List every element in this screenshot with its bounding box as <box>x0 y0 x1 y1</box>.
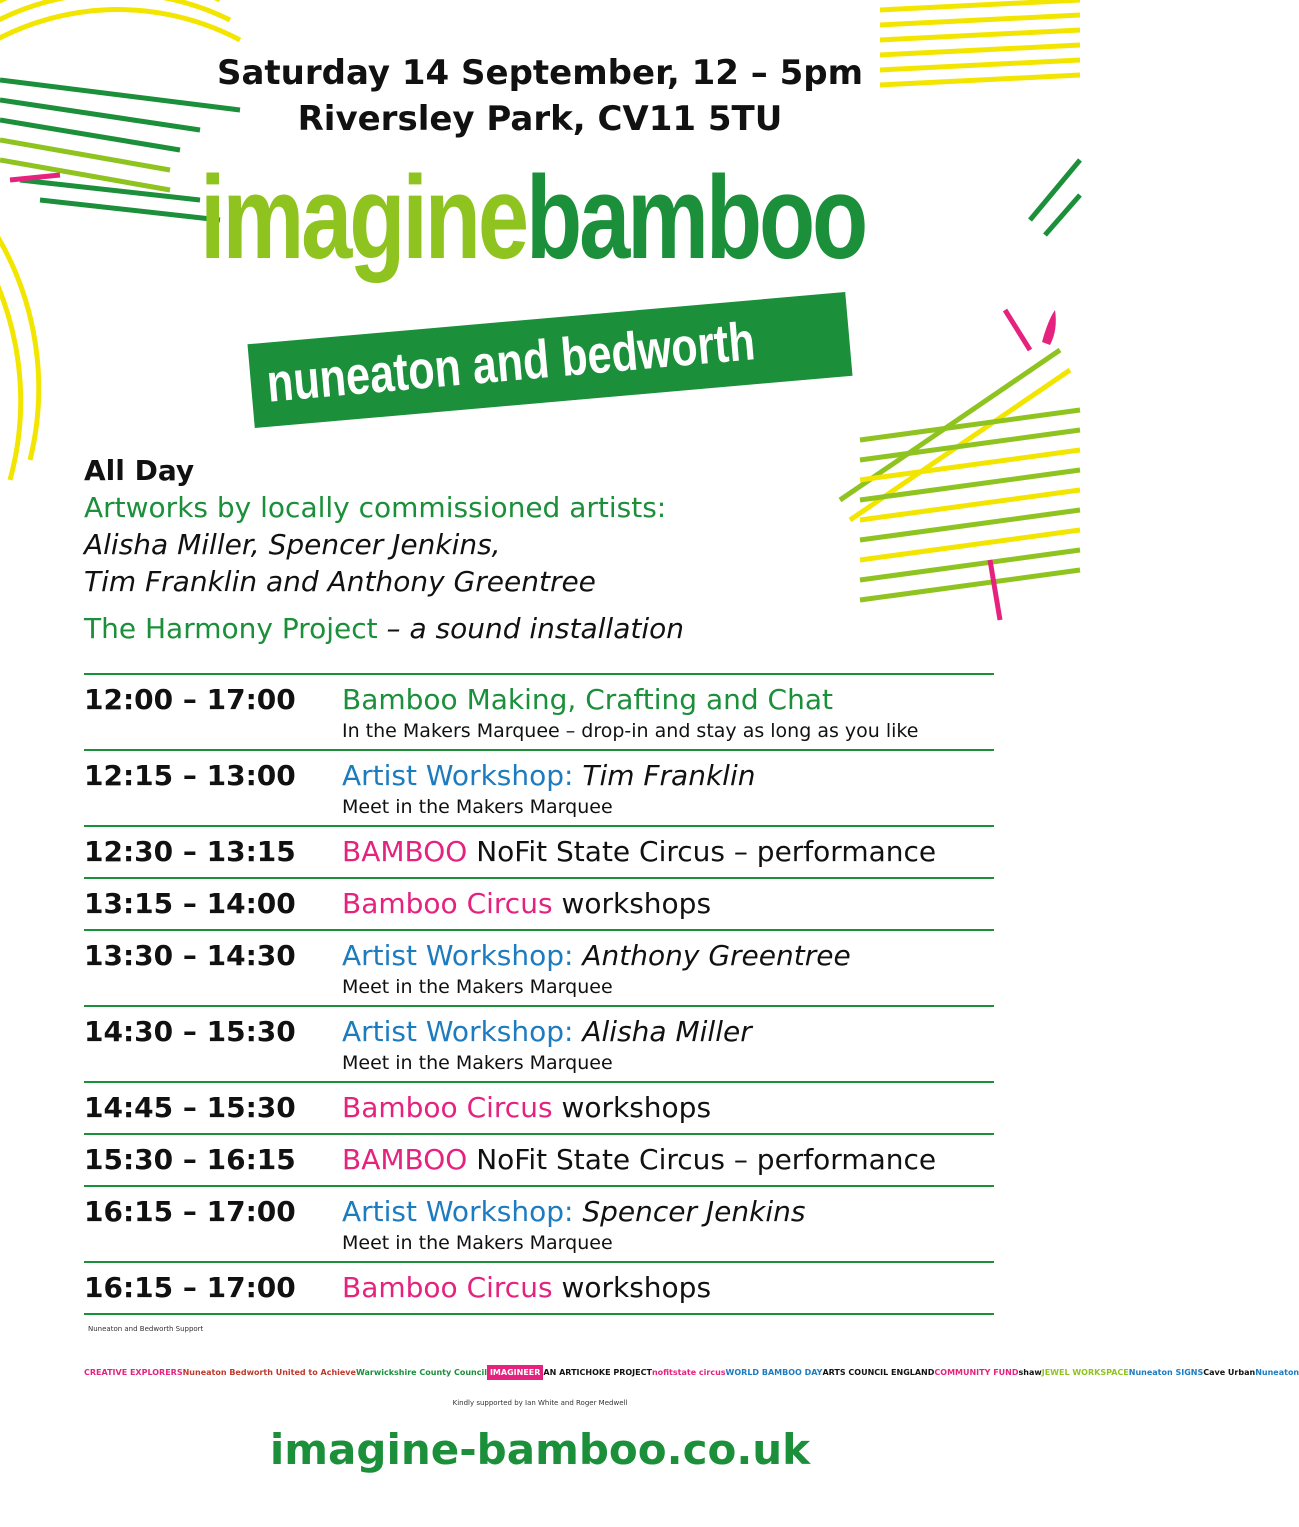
row-time: 14:45 – 15:30 <box>84 1091 296 1124</box>
row-time: 13:15 – 14:00 <box>84 887 296 920</box>
artists-line-1: Alisha Miller, Spencer Jenkins, <box>84 528 501 561</box>
logo-nofitstate: nofitstate circus <box>651 1367 726 1377</box>
row-title: Artist Workshop: <box>342 1195 583 1228</box>
row-title: BAMBOO <box>342 1143 468 1176</box>
logo-nuneaton-signs: Nuneaton SIGNS <box>1128 1367 1204 1377</box>
imagine-bamboo-logo <box>200 150 865 286</box>
website-url[interactable]: imagine-bamboo.co.uk <box>269 1425 811 1474</box>
support-label: Nuneaton and Bedworth Support <box>88 1325 204 1333</box>
row-rest: NoFit State Circus – performance <box>467 835 937 868</box>
logo-jewel: JEWEL WORKSPACE <box>1041 1367 1129 1377</box>
logo-warwickshire: Warwickshire County Council <box>355 1367 487 1377</box>
row-sub: Meet in the Makers Marquee <box>342 1232 613 1254</box>
row-sub: In the Makers Marquee – drop-in and stay as long as you like <box>342 720 919 742</box>
schedule-row <box>84 1133 994 1185</box>
row-time: 14:30 – 15:30 <box>84 1015 296 1048</box>
schedule-row <box>84 877 994 929</box>
logo-creative-explorers: CREATIVE EXPLORERS <box>84 1367 183 1377</box>
banner-text: nuneaton and bedworth <box>264 311 758 414</box>
row-title: Artist Workshop: <box>342 1015 583 1048</box>
row-artist: Alisha Miller <box>582 1015 752 1048</box>
event-header <box>0 50 1080 142</box>
event-date: Saturday 14 September, 12 – 5pm <box>217 53 863 93</box>
row-sub: Meet in the Makers Marquee <box>342 796 613 818</box>
schedule-row <box>84 1185 994 1261</box>
row-artist: Anthony Greentree <box>582 939 851 972</box>
schedule-row <box>84 1005 994 1081</box>
row-rest: workshops <box>552 887 712 920</box>
kindly-supported: Kindly supported by Ian White and Roger Medwell <box>452 1399 628 1407</box>
logo-nuneaton-museum: Nuneaton <box>1255 1367 1299 1377</box>
schedule-row <box>84 929 994 1005</box>
logo-bamboo: bamboo <box>525 152 866 284</box>
row-title: Bamboo Making, Crafting and Chat <box>342 683 833 716</box>
schedule-row <box>84 673 994 749</box>
sponsor-logos <box>84 1352 1299 1392</box>
artworks-title: Artworks by locally commissioned artists: <box>84 491 667 524</box>
row-time: 13:30 – 14:30 <box>84 939 296 972</box>
artists-line-2: Tim Franklin and Anthony Greentree <box>84 565 596 598</box>
row-sub: Meet in the Makers Marquee <box>342 976 613 998</box>
row-time: 12:00 – 17:00 <box>84 683 296 716</box>
logo-imagineer: IMAGINEER <box>487 1365 543 1380</box>
all-day-section <box>84 452 804 647</box>
row-time: 12:30 – 13:15 <box>84 835 296 868</box>
row-artist: Spencer Jenkins <box>582 1195 806 1228</box>
row-title: Bamboo Circus <box>342 1271 553 1304</box>
logo-arts-council: ARTS COUNCIL ENGLAND <box>822 1367 935 1377</box>
row-title: Artist Workshop: <box>342 939 583 972</box>
row-title: Bamboo Circus <box>342 887 553 920</box>
all-day-heading: All Day <box>84 454 195 487</box>
row-time: 16:15 – 17:00 <box>84 1195 296 1228</box>
row-time: 15:30 – 16:15 <box>84 1143 296 1176</box>
schedule-row <box>84 749 994 825</box>
schedule-row <box>84 1081 994 1133</box>
row-rest: workshops <box>552 1091 712 1124</box>
row-rest: workshops <box>552 1271 712 1304</box>
row-time: 16:15 – 17:00 <box>84 1271 296 1304</box>
event-location: Riversley Park, CV11 5TU <box>297 99 783 139</box>
row-artist: Tim Franklin <box>582 759 756 792</box>
logo-community-fund: COMMUNITY FUND <box>934 1367 1019 1377</box>
row-sub: Meet in the Makers Marquee <box>342 1052 613 1074</box>
logo-imagine: imagine <box>200 152 526 284</box>
schedule-row <box>84 1261 994 1315</box>
row-title: Bamboo Circus <box>342 1091 553 1124</box>
harmony-title: The Harmony Project <box>84 612 378 645</box>
row-time: 12:15 – 13:00 <box>84 759 296 792</box>
logo-world-bamboo-day: WORLD BAMBOO DAY <box>725 1367 823 1377</box>
logo-shaw: shaw <box>1018 1367 1042 1377</box>
row-title: Artist Workshop: <box>342 759 583 792</box>
logo-nuneaton-bedworth: Nuneaton Bedworth United to Achieve <box>182 1367 356 1377</box>
row-rest: NoFit State Circus – performance <box>467 1143 937 1176</box>
harmony-suffix: – a sound installation <box>377 612 684 645</box>
row-title: BAMBOO <box>342 835 468 868</box>
logo-artichoke: AN ARTICHOKE PROJECT <box>543 1367 652 1377</box>
harmony-project <box>84 610 804 647</box>
location-banner <box>247 292 852 428</box>
schedule-table <box>84 673 994 1315</box>
logo-cave-urban: Cave Urban <box>1203 1367 1256 1377</box>
schedule-row <box>84 825 994 877</box>
